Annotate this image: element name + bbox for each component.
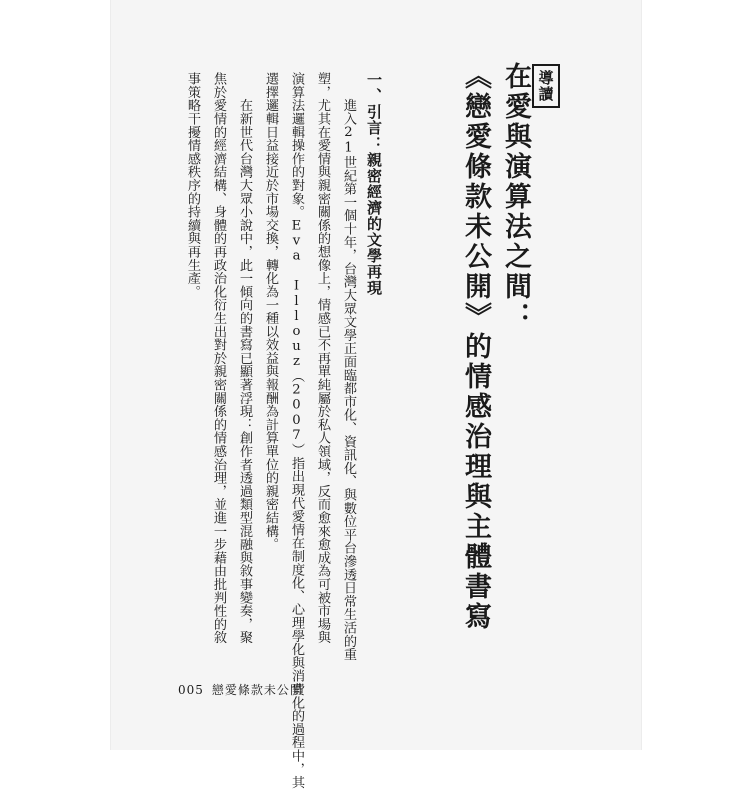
footer-book-title: 戀愛條款未公開	[211, 683, 303, 697]
body-line-4: 選擇邏輯日益接近於市場交換，轉化為一種以效益與報酬為計算單位的親密結構。	[263, 72, 278, 551]
guide-badge	[532, 64, 560, 108]
body-line-5: 在新世代台灣大眾小說中，此一傾向的書寫已顯著浮現：創作者透過類型混融與敘事變奏，聚	[237, 72, 252, 644]
body-line-7: 事策略干擾情感秩序的持續與再生產。	[185, 72, 200, 299]
page-number: 005	[178, 683, 204, 697]
title-line-2: 《戀愛條款未公開》的情感治理與主體書寫	[460, 62, 491, 632]
body-line-6: 焦於愛情的經濟結構、身體的再政治化衍生出對於親密關係的情感治理，並進一步藉由批判性的敘	[211, 72, 226, 644]
body-line-1: 進入21世紀第一個十年，台灣大眾文學正面臨都市化、資訊化、與數位平台滲透日常生活的重	[341, 72, 356, 661]
body-line-2: 塑，尤其在愛情與親密關係的想像上，情感已不再單純屬於私人領域，反而愈來愈成為可被市場與	[315, 72, 330, 644]
section-heading: 一、引言：親密經濟的文學再現	[365, 72, 383, 296]
title-line-1: 在愛與演算法之間：	[500, 62, 531, 332]
page-footer	[178, 681, 303, 698]
body-line-3: 演算法邏輯操作的對象。Eva Illouz（2007）指出現代愛情在制度化、心理學化與消費化的過程中，其	[289, 72, 304, 789]
badge-label: 導讀	[536, 70, 555, 102]
